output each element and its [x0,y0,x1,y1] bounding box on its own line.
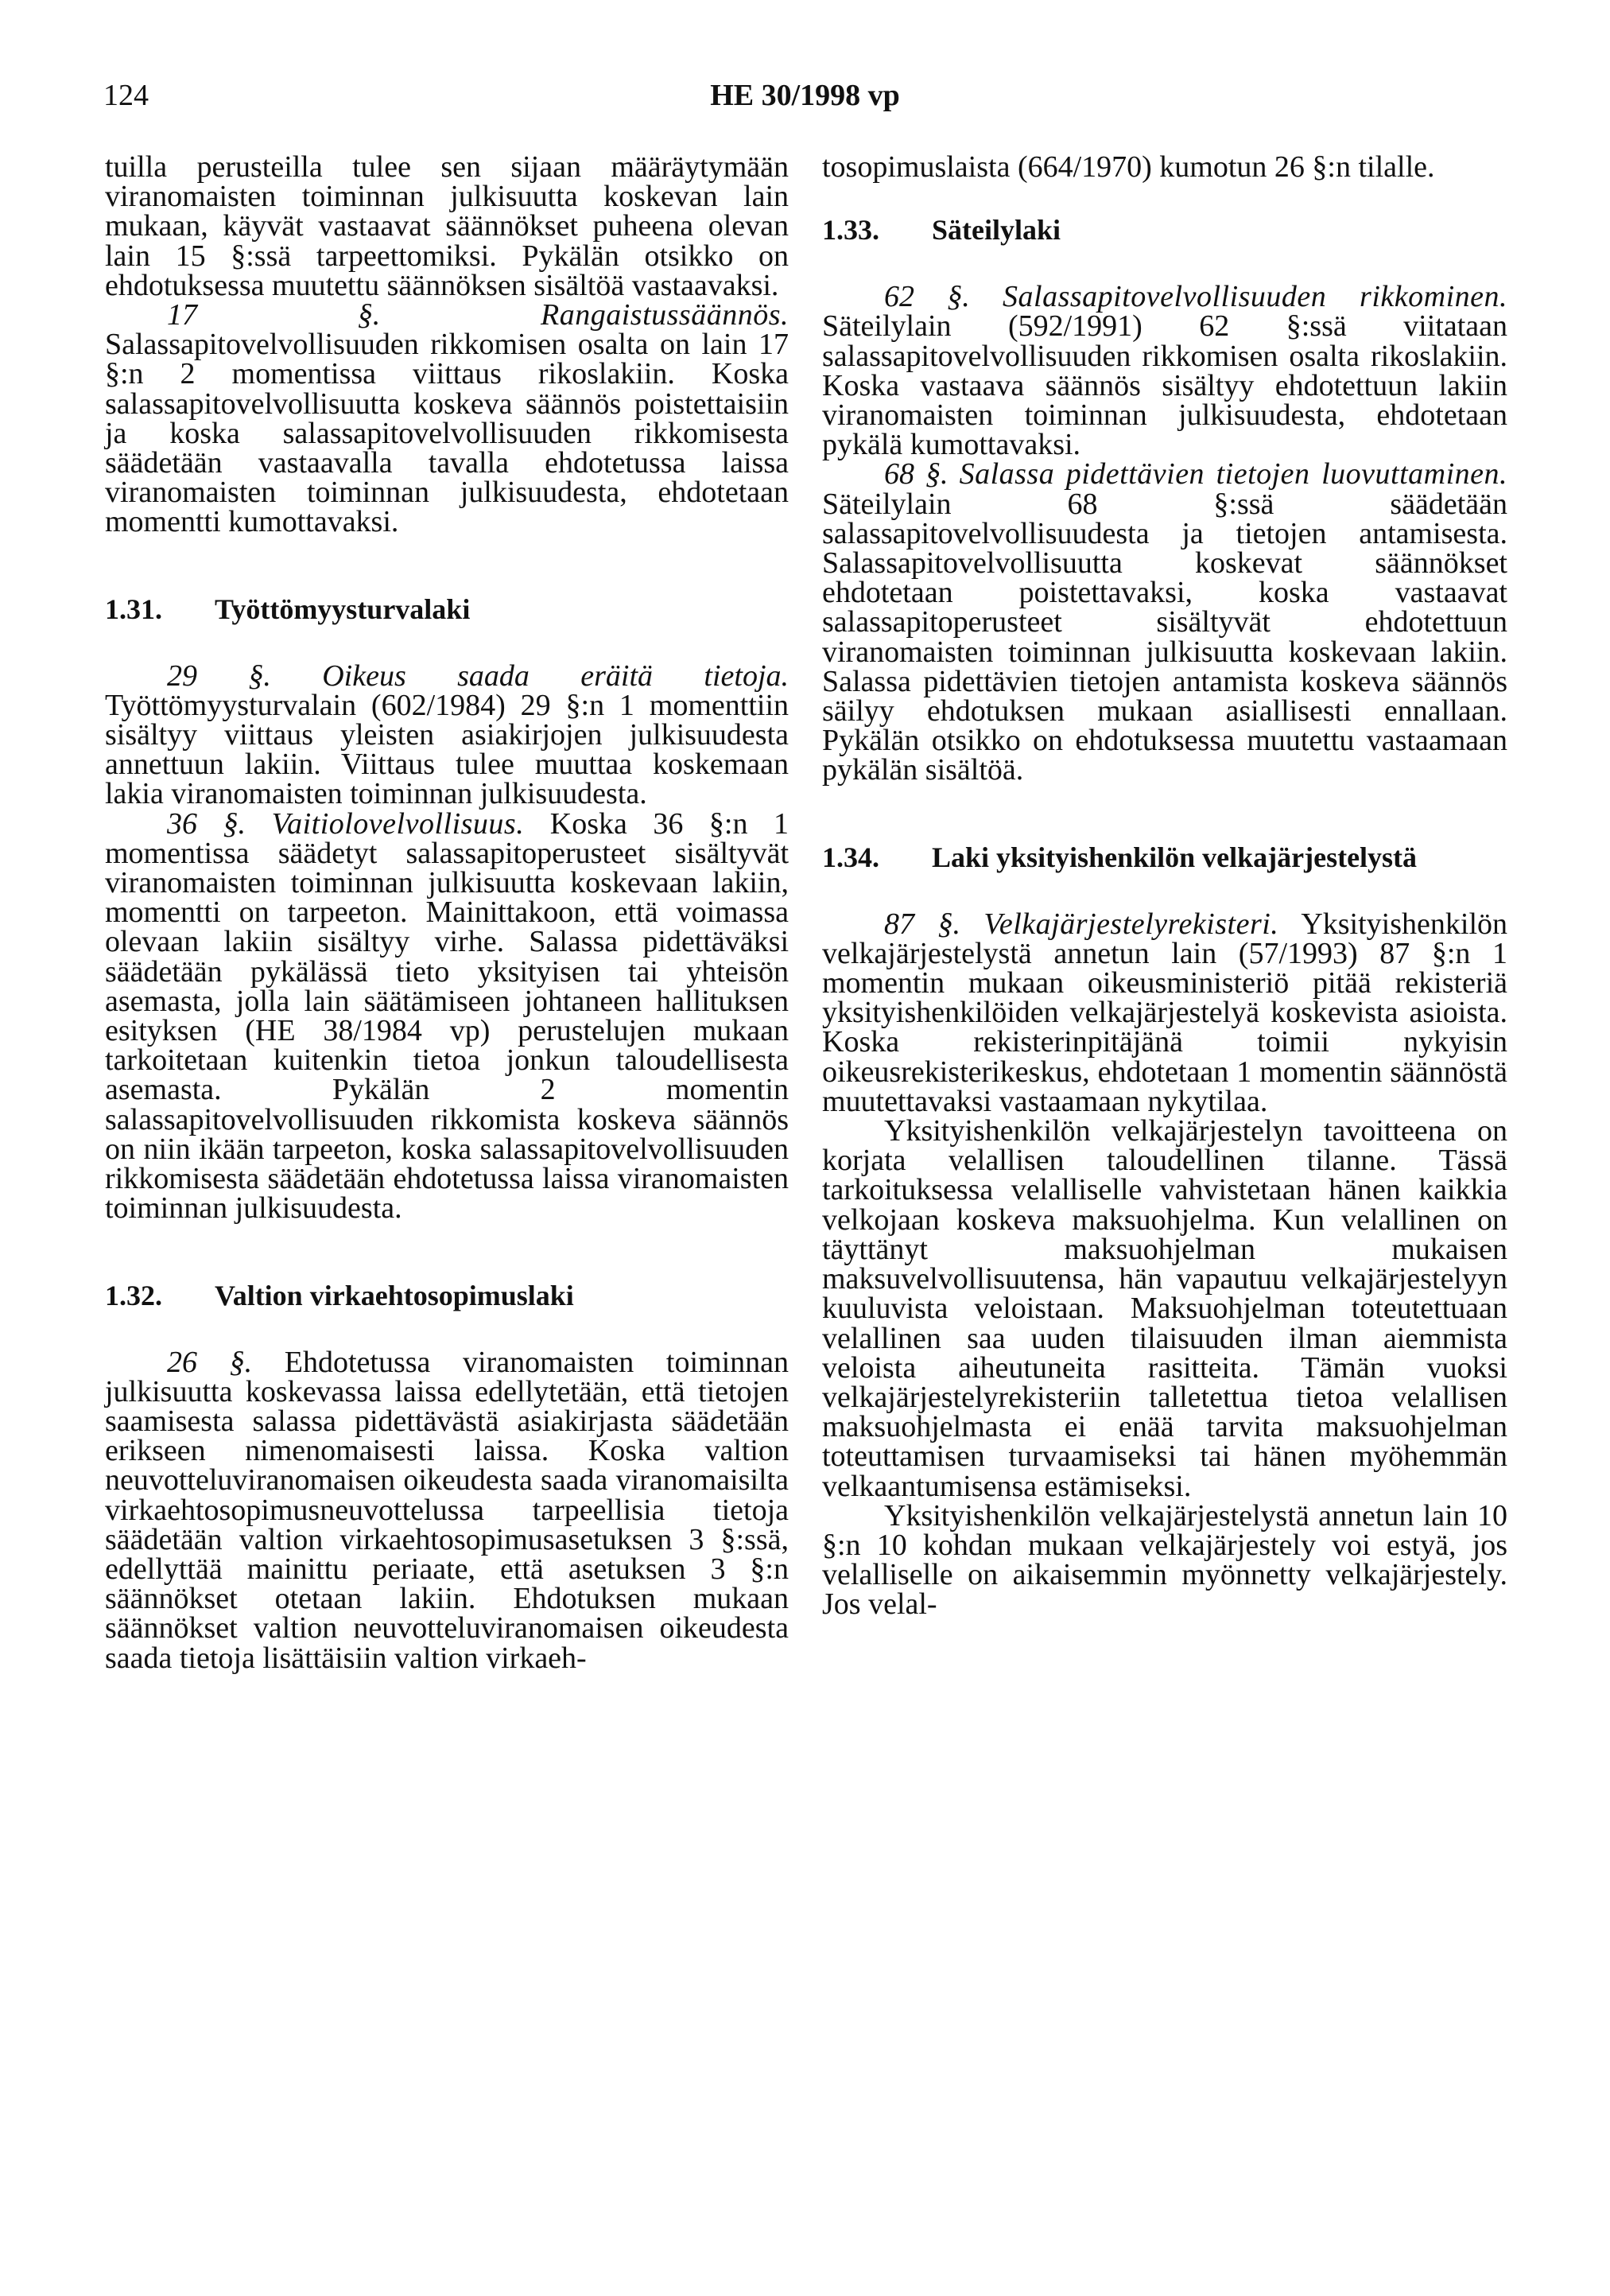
paragraph-text: Koska 36 §:n 1 momentissa säädetyt salassapitoperusteet sisältyvät viranomaisten toiminnan julkisuutta koskevaan lakiin, momentti on tarpeeton. Mainittakoon, että voimassa olevaan lakiin sisältyy virhe. Salassa pidettäväksi säädetään pykälässä tieto yksityisen tai yhteisön asemasta, jolla lain säätämiseen johtaneen hallituksen esityksen (HE 38/1984 vp) perustelujen mukaan tarkoitetaan kuitenkin tietoa jonkun taloudellisesta asemasta. Pykälän 2 momentin salassapitovelvollisuuden rikkomista koskeva säännös on niin ikään tarpeeton, koska salassapitovelvollisuuden rikkomisesta säädetään ehdotetussa laissa viranomaisten toiminnan julkisuudesta. [105,806,789,1226]
heading-number: 1.33. [822,214,879,247]
paragraph-text: Salassapitovelvollisuuden rikkomisen osalta on lain 17 §:n 2 momentissa viittaus rikoslakiin. Koska salassapitovelvollisuutta koskeva säännös poistettaisiin ja koska salassapitovelvollisuuden rikkomisesta säädetään vastaavalla tavalla ehdotetussa laissa viranomaisten toiminnan julkisuudesta, ehdotetaan momentti kumottavaksi. [105,328,789,539]
section-title: Oikeus saada eräitä tietoja. [322,658,789,693]
heading-number: 1.32. [105,1279,162,1311]
paragraph: tosopimuslaista (664/1970) kumotun 26 §:n tilalle. [822,150,1435,184]
paragraph [822,282,1507,460]
paragraph: Yksityishenkilön velkajärjestelyn tavoitteena on korjata velallisen taloudellinen tilanne. Tässä tarkoituksessa velalliselle vahvistetaan hänen kaikkia velkojaan koskeva maksuohjelma. Kun velallinen on täyttänyt maksuohjelman mukaisen maksuvelvollisuutensa, hän vapautuu velkajärjestelyyn kuuluvista veloistaan. Maksuohjelman toteutettuaan velallinen saa uuden tilaisuuden ilman aiemmista veloista aiheutuneita rasitteita. Tämän vuoksi velkajärjestelyrekisteriin talletettua tietoa velallisen maksuohjelmasta ei enää tarvita maksuohjelman toteuttamisen turvaamiseksi tai hänen myöhemmän velkaantumisensa estämiseksi. [822,1114,1507,1503]
section-title: Rangaistussäännös. [541,298,789,332]
section-title: Vaitiolovelvollisuus. [271,806,525,841]
paragraph [105,658,789,811]
section-number: 68 §. [884,457,960,491]
paragraph: Yksityishenkilön velkajärjestelystä annetun lain 10 §:n 10 kohdan mukaan velkajärjestely voi estyä, jos velalliselle on aikaisemmin myönnetty velkajärjestely. Jos velal- [822,1498,1507,1622]
section-number: 36 §. [167,806,272,841]
left-column [105,150,789,1675]
heading-title: Laki yksityishenkilön velkajärjestelystä [932,841,1418,873]
section-number: 26 §. [167,1345,253,1379]
section-title: Salassa pidettävien tietojen luovuttaminen. [959,457,1507,491]
paragraph-text: Työttömyysturvalain (602/1984) 29 §:n 1 momenttiin sisältyy viittaus yleisten asiakirjojen julkisuudesta annettuun lakiin. Viittaus tulee muuttaa koskemaan lakia viranomaisten toiminnan julkisuudesta. [105,688,789,811]
chapter-heading [105,1280,789,1311]
page-number: 124 [103,79,149,112]
section-title: Velkajärjestelyrekisteri. [983,907,1279,941]
paragraph [822,457,1507,787]
heading-number: 1.34. [822,841,879,873]
paragraph [105,806,789,1226]
paragraph-text: Yksityishenkilön velkajärjestelystä annetun lain (57/1993) 87 §:n 1 momentin mukaan oikeusministeriö pitää rekisteriä yksityishenkilöiden velkajärjestelyä koskevista asioista. Koska rekisterinpitäjänä toimii nykyisin oikeusrekisterikeskus, ehdotetaan 1 momentin säännöstä muutettavaksi vastaamaan nykytilaa. [822,907,1507,1118]
heading-title: Työttömyysturvalaki [215,592,471,625]
paragraph [105,298,789,539]
heading-number: 1.31. [105,592,162,625]
heading-title: Säteilylaki [932,214,1061,247]
paragraph: tuilla perusteilla tulee sen sijaan määräytymään viranomaisten toiminnan julkisuutta koskevan lain mukaan, käyvät vastaavat säännökset puheena olevan lain 15 §:ssä tarpeettomiksi. Pykälän otsikko on ehdotuksessa muutettu säännöksen sisältöä vastaavaksi. [105,150,789,302]
paragraph [105,1345,789,1675]
paragraph-text: Säteilylain (592/1991) 62 §:ssä viitataan salassapitovelvollisuuden rikkomisen osalta rikoslakiin. Koska vastaava säännös sisältyy ehdotettuun lakiin viranomaisten toiminnan julkisuudesta, ehdotetaan pykälä kumottavaksi. [822,309,1507,462]
paragraph [822,907,1507,1118]
section-number: 29 §. [167,658,323,693]
paragraph-text: Ehdotetussa viranomaisten toiminnan julkisuutta koskevassa laissa edellytetään, että tietojen saamisesta salassa pidettävästä asiakirjasta säädetään erikseen nimenomaisesti laissa. Koska valtion neuvotteluviranomaisen oikeudesta saada viranomaisilta virkaehtosopimusneuvottelussa tarpeellisia tietoja säädetään valtion virkaehtosopimusasetuksen 3 §:ssä, edellyttää mainittu periaate, että asetuksen 3 §:n säännökset otetaan lakiin. Ehdotuksen mukaan säännökset valtion neuvotteluviranomaisen oikeudesta saada tietoja lisättäisiin valtion virkaeh- [105,1345,789,1675]
section-title: Salassapitovelvollisuuden rikkominen. [1003,280,1507,314]
paragraph-text: Säteilylain 68 §:ssä säädetään salassapitovelvollisuudesta ja tietojen antamisesta. Salassapitovelvollisuutta koskevat säännökset ehdotetaan poistettavaksi, koska vastaavat salassapitoperusteet sisältyvät ehdotettuun viranomaisten toiminnan julkisuutta koskevaan lakiin. Salassa pidettävien tietojen antamista koskeva säännös säilyy ehdotuksen mukaan asiallisesti ennallaan. Pykälän otsikko on ehdotuksessa muutettu vastaamaan pykälän sisältöä. [822,487,1507,787]
section-number: 17 §. [167,298,541,332]
chapter-heading [822,841,1507,873]
running-head: HE 30/1998 vp [710,79,900,112]
section-number: 62 §. [884,280,1003,314]
chapter-heading [105,593,789,625]
right-column [822,150,1507,1622]
heading-title: Valtion virkaehtosopimuslaki [215,1279,574,1311]
section-number: 87 §. [884,907,984,941]
chapter-heading [822,214,1507,246]
